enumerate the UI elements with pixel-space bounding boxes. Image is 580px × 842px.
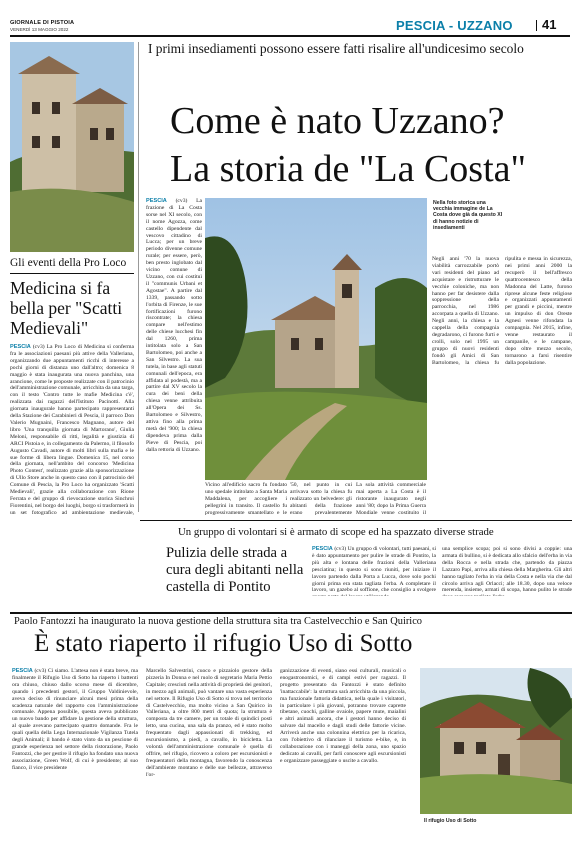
page-number: 41 <box>542 17 557 32</box>
article3-image <box>140 526 170 540</box>
article1-dateline: PESCIA <box>146 198 167 204</box>
article3-column1 <box>312 546 436 596</box>
article2-body-text: (cv3) La Pro Loco di Medicina si conferma fra le associazioni paesani più attive della Valleriana, organizzando due appuntamenti ricchi di interesse a pochi giorni di distanza uno dall'altro; domenica 8 maggio è stata inaugurata una nuova panchina, una arancione, come le proposte realizzate con il patrocinio dell'amministrazione comunale, arricchita da una targa, con il testo 'Contro tutte le mafie Medicina c'è', realizzata dai ragazzi dell'Istituto Pacinotti. Alla giornata inaugurale hanno partecipato rappresentanti della Stazione dei Carabinieri di Pescia, il parroco Don Valerio Mugnaini, Francesco Magnano, autore del libro 'Una tranquilla giornata di Martorano', Giulia Meloni, responsabile di ritti, legalità e giustizia di ARCI Pistoia e, in collegamento da Palermo, il filosofo Augusto Cavadi, autore di molti libri sulla mafia e le sue forme di libera lingue. Domenica 15, nel corso della giornata, nell'ambito del concorso 'Medicina Photo Contest', realizzato grazie alla sponsorizzazione di Ullo Store anche in questo caso con il patrocinio del Comune di Pescia, la Pro Loco ha organizzato 'Scatti Medievali', grazie alla collaborazione con Rione Ferrata e del gruppo di rievocazione storica Sinchroi Fiorentini, nel borgo dei luoghi, borgo si trasformerà in un set fotografico ad ambientazione medievale, <box>10 344 134 516</box>
article3-kicker: Un gruppo di volontari si è armato di scope ed ha spazzato diverse strade <box>178 526 494 538</box>
article2-title: Medicina si fa bella per "Scatti Medievali" <box>10 278 123 338</box>
article2-body <box>10 344 134 516</box>
article1-column4: La sola attività commerciale mai aperta a La Costa è il ristorante inaugurato negli anni '80; dopo la Prima Guerra Mondiale venne costituito il <box>356 482 426 516</box>
article4-column3: ganizzazione di eventi, siano essi culturali, musicali o enogastronomici, e di campi estivi per ragazzi. Il progetto presentato da Fantozzi è stato definito 'inattaccabile': la struttura sarà arricchita da una piccola, ma funzionale fattoria didattica, nella quale i visitatori, in particolare i più giovani, potranno trovare caprette tibetane, cuochi, galline ovaiole, papere mute, maialini e altri animali ancora, che i gestori hanno deciso di salvare dal macello e dagli studi delle fattorie vicine. Arriverà anche una colonnina elettrica per la ricarica, con l'obiettivo di rilanciare il turismo e-bike, e, in collaborazione con i maneggi della zona, uno spazio dedicato ai cavalli, per farli conoscere agli escursionisti e organizzare passeggiate o uscite a cavallo. <box>280 668 406 764</box>
article1-column3: '50, nel punto in cui arrivava sotto la chiesa fu realizzato un belvedere: gli abitanti della frazione erano prevalentemente <box>290 482 352 516</box>
article2-photo <box>10 42 134 252</box>
article4-column2: Marcello Salvestrini, cuoco e pizzaiolo gestore della pizzeria In Donna e nel ruolo di segretario Maria Pettio Capitale; cresciuti nella attività di proprietà dei genitori, in mezzo agli animali, può vantare una vasta esperienza nel settore. Il Rifugio Uso di Sotto si trova nel territorio di Castelvecchio, ma molto vicino a San Quirico in Valleriana, a oltre 800 metri di quota; la struttura è composta da tre camere, per un totale di quindici posti letto, una cucina, una sala da pranzo, ed è stato molto frequentato dagli appassionati di trekking, ed escursionismo, a piedi, a cavallo, in bicicletta. La volontà dell'amministrazione comunale è quella di offrire, nel rifugio, ricovero a coloro per escursionisti e frequentatori della montagna, favorendo la conoscenza dell'ambiente montano e delle sue bellezze, attraverso l'or- <box>146 668 272 778</box>
article2-dateline: PESCIA <box>10 344 31 350</box>
article4-title: È stato riaperto il rifugio Uso di Sotto <box>34 630 413 657</box>
article4-dateline: PESCIA <box>12 668 33 674</box>
article4-column1 <box>12 668 138 830</box>
article1-column5: Negli anni '70 la nuova viabilità carrozzabile portò vari residenti del piano ad acquistare e ristrutturare le vecchie coloniche, ma non hanno per far desistere dalla soppressione della parrocchia, nel 1986 accorpata a quella di Uzzano. Negli anni, la chiesa e la cappella della compagnia degradarono, ci furono furti e crolli, solo nel 1995 un gruppo di nuovi residenti fondò gli Amici di San Bartolomeo, la chiesa fu ripulita e messa in sicurezza, nei primi anni 2000 la recuperò il bell'affresco quattrocentesco della Madonna del Latte, furono riprese alcune feste religiose e organizzati appuntamenti per grandi e piccini, mentre un impulso di don Oreste Agnesi venne rifondata la compagnia. Nel 2015, infine, venne restaurato il campanile, e le campane, dopo oltre mezzo secolo, tornarono a farsi risentire dalla popolazione. <box>432 256 572 366</box>
article4-top-rule <box>10 612 572 614</box>
article1-kicker: I primi insediamenti possono essere fatti risalire all'undicesimo secolo <box>148 41 524 56</box>
article3-dateline: PESCIA <box>312 546 333 552</box>
article4-col1-text: (cv3) Ci siamo. L'attesa non è stata breve, ma finalmente il Rifugio Uso di Sotto ha riaperto i battenti ora chiuso, chiuso dallo scorso mese di dicembre, quando i precedenti gestori, il Gruppo Valdinievole, aveva deciso di rinunciare alcuni mesi prima della scadenza naturale del rapporto con l'amministrazione comunale. Appena possibile, questa aveva pubblicato un nuovo bando per affidare la gestione della struttura, al quale avevano partecipato quattro domande. Fra le quali quella della Lega Internazionale Vigilanza Tutela degli Animali; il bando è stato vinto da un pescione di grande esperienza nel settore della ristorazione, Paolo Fantozzi, che per gestire il rifugio ha fondato una nuova associazione, Green Wolf, di cui è presidente; al suo fianco, il vice presidente <box>12 668 138 771</box>
paper-name: GIORNALE DI PISTOIA <box>10 20 75 26</box>
article3-title: Pulizia delle strada a cura degli abitanti nella castella di Pontito <box>166 545 304 595</box>
article4-photo <box>420 668 572 814</box>
article2-kicker: Gli eventi della Pro Loco <box>10 257 127 269</box>
section-separator <box>536 20 537 31</box>
issue-date: VENERDÌ 13 MAGGIO 2022 <box>10 27 69 32</box>
section-name: PESCIA - UZZANO <box>396 18 513 33</box>
article1-title-line1: Come è nato Uzzano? <box>170 100 505 142</box>
article1-column1 <box>146 198 202 480</box>
article2-kicker-rule <box>10 273 134 274</box>
article1-col1-text: (cv3) La frazione di La Costa sorse nel XI secolo, con il nome Agozza, come castello dipendente dal vescovo cittadino di Lucca; per un breve periodo divenne comune rurale; per essere, però, ben presto inglobato dal vicino comune di Uzzano, con cui costituì il "communis Urbani et Agostae". A partire dal 1339, passando sotto l'orbita di Firenze, le sue fortificazioni furono riscontrate; la chiesa compare nell'estimo delle chiese lucchesi fin dal 1260, prima intitolata solo a San Bartolomeo, poi anche a San Silvestro. La sua tutela, in base agli statuti comunali dell'epoca, era affidata al podestà, ma a partire dal XV secolo la cura dei beni della chiesa venne attribuita all'Opera dei Ss. Bartolomeo e Silvestro, attiva fino alla prima metà del '900; la chiesa dipendeva prima dalla Pieve di Pescia, poi dalla rettoria di Uzzano. <box>146 198 202 453</box>
village-photo-image <box>205 198 427 480</box>
article4-kicker: Paolo Fantozzi ha inaugurato la nuova gestione della struttura sita tra Castelvecchio e San Quirico <box>14 616 422 627</box>
article1-photo <box>205 198 427 480</box>
article4-photo-caption: Il rifugio Uso di Sotto <box>424 818 477 824</box>
article1-column2-bottom: Vicino all'edificio sacro fu fondato uno spedale intitolato a Santa Maria Maddalena, per accogliere i pellegrini in transito. Il castello fu progressivamente smantellato e le <box>205 482 287 516</box>
article1-title-line2: La storia de "La Costa" <box>170 148 527 190</box>
masthead-rule <box>10 35 570 37</box>
article3-col1-text: (cv3) Un gruppo di volontari, tutti paesani, si è dato appuntamento per pulire le strade di Pontito, la più alta e lontana delle frazioni della Valleriana pesciatina; in questo si sono riuniti, per iniziare il lavoro partendo dalla Porta a Lucca, dove solo pochi giorni prima era stata tagliata l'erba. A completare il lavoro, un gazebo al soffione, che consiglio a svolgere <box>312 546 436 594</box>
article1-photo-caption: Nella foto storica una vecchia immagine de La Costa dove già da questo XI di hanno notizie di insediamenti <box>433 200 503 231</box>
article3-top-rule <box>140 520 572 521</box>
medicina-photo-image <box>10 42 134 252</box>
article3-column2: una semplice scopa; poi si sono divisi a coppie: una armata di bullino, si è dedicata allo sfalcio dell'erba in via della Rocca e nella strada che, partendo da piazza Lazzaro Papi, arriva alla chiesa della Margherita. Gli altri hanno tagliato l'erba in via della Costa e nella via che dal circolo arriva agli Orlacci; alle 18.30, dopo una veloce merenda, insieme, armati di scopa, hanno pulito le strade <box>442 546 572 594</box>
column-divider <box>138 42 139 512</box>
rifugio-photo-image <box>420 668 572 814</box>
